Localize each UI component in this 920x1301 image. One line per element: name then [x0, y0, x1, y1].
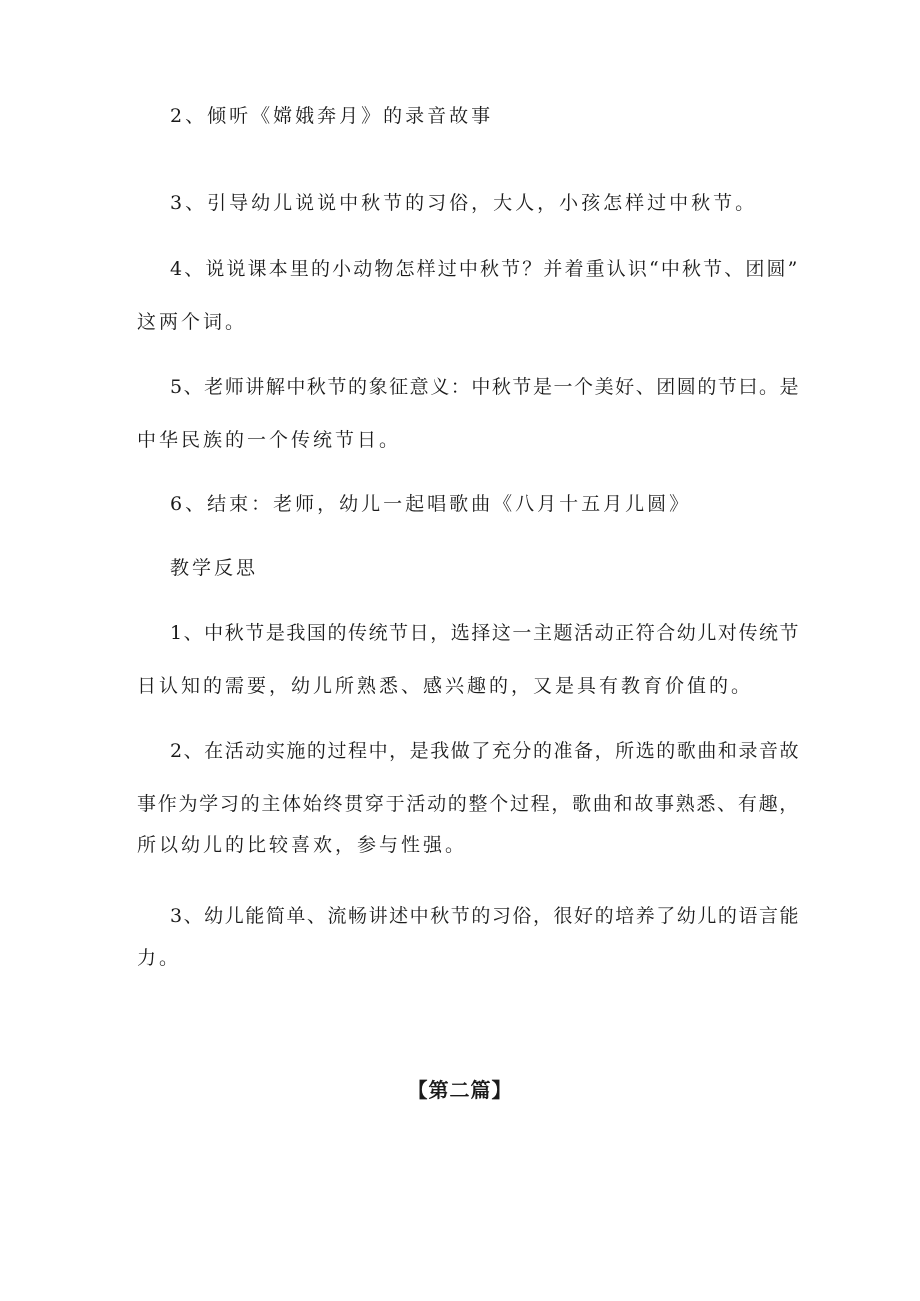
- reflection-2-line-3: 所以幼儿的比较喜欢，参与性强。: [137, 834, 468, 856]
- section-title: 【第二篇】: [407, 1078, 513, 1102]
- item-2-line-1: 2、倾听《嫦娥奔月》的录音故事: [170, 105, 494, 127]
- reflection-3-line-2: 力。: [137, 947, 182, 969]
- item-6-line-1: 6、结束：老师，幼儿一起唱歌曲《八月十五月儿圆》: [170, 493, 692, 515]
- reflection-2-line-2: 事作为学习的主体始终贯穿于活动的整个过程，歌曲和故事熟悉、有趣，: [137, 793, 801, 815]
- item-5-line-2: 中华民族的一个传统节日。: [137, 429, 402, 451]
- reflection-1-line-2: 日认知的需要，幼儿所熟悉、感兴趣的，又是具有教育价值的。: [137, 675, 754, 697]
- item-4-line-2: 这两个词。: [137, 311, 248, 333]
- item-3-line-1: 3、引导幼儿说说中秋节的习俗，大人，小孩怎样过中秋节。: [170, 192, 758, 214]
- reflection-heading: 教学反思: [170, 557, 259, 579]
- item-5-line-1: 5、老师讲解中秋节的象征意义：中秋节是一个美好、团圆的节曰。是: [170, 376, 801, 398]
- reflection-3-line-1: 3、幼儿能简单、流畅讲述中秋节的习俗，很好的培养了幼儿的语言能: [170, 905, 801, 927]
- item-4-line-1: 4、说说课本里的小动物怎样过中秋节？并着重认识“中秋节、团圆”: [170, 258, 800, 280]
- reflection-1-line-1: 1、中秋节是我国的传统节日，选择这一主题活动正符合幼儿对传统节: [170, 622, 801, 644]
- reflection-2-line-1: 2、在活动实施的过程中，是我做了充分的准备，所选的歌曲和录音故: [170, 740, 801, 762]
